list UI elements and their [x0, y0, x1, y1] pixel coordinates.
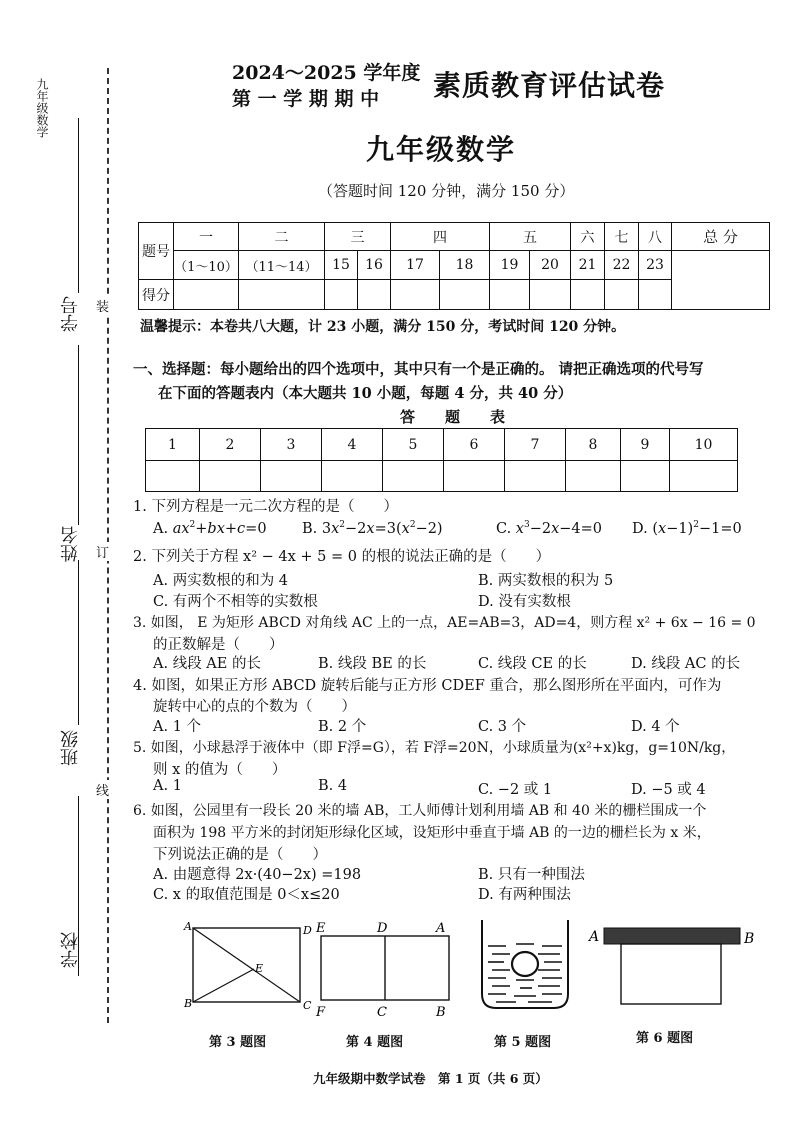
answer-cell[interactable]	[669, 460, 738, 492]
figure-3-rectangle-diagram	[175, 912, 315, 1012]
question-2: 2. 下列关于方程 x² − 4x + 5 = 0 的根的说法正确的是（ ）	[133, 549, 551, 565]
answer-cell[interactable]	[382, 460, 444, 492]
fig4-label-d: D	[377, 921, 388, 936]
score-cell[interactable]	[570, 279, 605, 310]
q6-option-a: A. 由题意得 2x·(40−2x) =198	[153, 867, 362, 883]
subject-title: 九年级数学	[366, 133, 517, 166]
range-cell: 16	[357, 250, 391, 280]
answer-number: 2	[199, 428, 261, 461]
total-score-cell[interactable]	[671, 250, 770, 310]
question-6-line2: 面积为 198 平方米的封闭矩形绿化区域，设矩形中垂直于墙 AB 的一边的栅栏长为 x 米，	[153, 825, 711, 841]
section-header: 八	[638, 222, 672, 251]
answer-cell[interactable]	[504, 460, 566, 492]
q2-option-c: C. 有两个不相等的实数根	[153, 594, 318, 610]
q6-option-b: B. 只有一种围法	[478, 867, 585, 883]
q2-option-a: A. 两实数根的和为 4	[153, 573, 289, 589]
fig4-label-e: E	[316, 921, 326, 936]
range-cell: 15	[324, 250, 358, 280]
figure-4-squares-diagram	[310, 912, 460, 1022]
fig3-label-c: C	[303, 999, 312, 1012]
section-header: 六	[570, 222, 605, 251]
q3-option-c: C. 线段 CE 的长	[478, 656, 587, 672]
fig4-label-c: C	[377, 1005, 387, 1020]
question-1: 1. 下列方程是一元二次方程的是（ ）	[133, 499, 398, 515]
q3-option-a: A. 线段 AE 的长	[153, 656, 261, 672]
section1-instructions-line2: 在下面的答题表内（本大题共 10 小题，每题 4 分，共 40 分）	[158, 385, 573, 402]
section1-instructions-line1: 一、选择题：每小题给出的四个选项中，其中只有一个是正确的。 请把正确选项的代号写	[133, 361, 704, 378]
answer-cell[interactable]	[565, 460, 621, 492]
fig6-label-b: B	[744, 931, 755, 947]
question-6-line3: 下列说法正确的是（ ）	[153, 847, 327, 863]
fig4-label-b: B	[436, 1005, 446, 1020]
range-cell: 18	[439, 250, 490, 280]
question-5-line2: 则 x 的值为（ ）	[153, 762, 287, 778]
section-header: 三	[324, 222, 391, 251]
q2-option-b: B. 两实数根的积为 5	[478, 573, 614, 589]
answer-number: 7	[504, 428, 566, 461]
answer-number: 10	[669, 428, 738, 461]
class-label: 班级	[60, 730, 81, 766]
answer-number: 6	[443, 428, 505, 461]
score-cell[interactable]	[529, 279, 571, 310]
q5-option-b: B. 4	[318, 778, 348, 794]
question-5-line1: 5. 如图，小球悬浮于液体中（即 F浮=G），若 F浮=20N，小球质量为(x²+x)kg，g=10N/kg，	[133, 740, 736, 756]
range-cell: 19	[489, 250, 530, 280]
range-cell: 21	[570, 250, 605, 280]
school-label: 学校	[60, 932, 81, 968]
answer-table-title: 答 题 表	[400, 408, 506, 426]
answer-cell[interactable]	[321, 460, 383, 492]
q5-option-a: A. 1	[153, 778, 182, 794]
question-4-line2: 旋转中心的点的个数为（ ）	[153, 699, 356, 715]
answer-table	[145, 428, 738, 492]
student-no-label: 学号	[60, 296, 81, 332]
term: 第 一 学 期 期 中	[232, 88, 380, 110]
answer-cell[interactable]	[145, 460, 200, 492]
figure-5-beaker-diagram	[476, 916, 576, 1016]
figure-5-caption: 第 5 题图	[494, 1035, 552, 1050]
score-cell[interactable]	[324, 279, 358, 310]
fig3-label-b: B	[184, 997, 193, 1010]
q3-option-d: D. 线段 AC 的长	[631, 656, 741, 672]
section-header: 二	[238, 222, 325, 251]
question-3-line2: 的正数解是（ ）	[153, 637, 284, 653]
figure-4-caption: 第 4 题图	[346, 1035, 404, 1050]
answer-number: 5	[382, 428, 444, 461]
q4-option-a: A. 1 个	[153, 719, 202, 735]
school-year: 2024～2025 学年度	[232, 62, 421, 84]
exam-tip: 温馨提示：本卷共八大题，计 23 小题，满分 150 分，考试时间 120 分钟。	[140, 319, 626, 335]
side-subject-label: 九年级数学	[35, 78, 49, 138]
class-blank[interactable]	[78, 560, 79, 725]
range-cell: 22	[604, 250, 639, 280]
question-4-line1: 4. 如图，如果正方形 ABCD 旋转后能与正方形 CDEF 重合，那么图形所在平面内，可作为	[133, 678, 722, 694]
score-cell[interactable]	[390, 279, 440, 310]
q6-option-d: D. 有两种围法	[478, 887, 571, 903]
answer-number: 4	[321, 428, 383, 461]
figure-6-caption: 第 6 题图	[636, 1031, 694, 1046]
q5-option-c: C. −2 或 1	[478, 782, 553, 798]
section-header: 五	[489, 222, 571, 251]
binding-char-zhuang: 装	[96, 296, 109, 315]
score-cell[interactable]	[489, 279, 530, 310]
fig3-label-e: E	[255, 962, 264, 975]
score-cell[interactable]	[173, 279, 239, 310]
binding-char-xian: 线	[96, 780, 109, 799]
fig4-label-a: A	[436, 921, 446, 936]
q3-option-b: B. 线段 BE 的长	[318, 656, 427, 672]
q4-option-d: D. 4 个	[631, 719, 680, 735]
exam-title: 素质教育评估试卷	[433, 69, 666, 102]
exam-duration: （答题时间 120 分钟，满分 150 分）	[318, 182, 575, 200]
score-table-header-label: 题号	[138, 222, 174, 280]
q1-option-b: B. $3x^2-2x=3(x^2-2)$	[302, 520, 443, 537]
answer-cell[interactable]	[199, 460, 261, 492]
figure-6-wall-diagram	[586, 920, 762, 1012]
wall-shape	[604, 928, 740, 944]
q1-option-d: D. $(x-1)^2-1=0$	[632, 520, 742, 537]
range-cell: 20	[529, 250, 571, 280]
q2-option-d: D. 没有实数根	[478, 594, 571, 610]
section-header: 四	[390, 222, 490, 251]
q4-option-b: B. 2 个	[318, 719, 367, 735]
answer-cell[interactable]	[620, 460, 670, 492]
figure-3-caption: 第 3 题图	[209, 1035, 267, 1050]
answer-number: 1	[145, 428, 200, 461]
range-cell: （1～10）	[173, 250, 239, 280]
answer-number: 9	[620, 428, 670, 461]
q5-option-d: D. −5 或 4	[631, 782, 706, 798]
section-header: 七	[604, 222, 639, 251]
section-header: 一	[173, 222, 239, 251]
page-footer: 九年级期中数学试卷 第 1 页（共 6 页）	[313, 1071, 548, 1086]
range-cell: 23	[638, 250, 672, 280]
fig4-label-f: F	[316, 1005, 326, 1020]
score-table-score-label: 得分	[138, 279, 174, 310]
name-label: 姓名	[60, 526, 81, 562]
score-cell[interactable]	[238, 279, 325, 310]
score-table	[138, 222, 770, 310]
question-6-line1: 6. 如图，公园里有一段长 20 米的墙 AB，工人师傅计划利用墙 AB 和 40 米的栅栏围成一个	[133, 803, 707, 819]
fig3-label-d: D	[303, 924, 312, 937]
q1-option-a: A. $ax^2+bx+c=0$	[153, 520, 267, 537]
score-cell[interactable]	[357, 279, 391, 310]
ball-shape	[512, 952, 538, 976]
fig6-label-a: A	[589, 929, 600, 945]
answer-number: 8	[565, 428, 621, 461]
answer-cell[interactable]	[260, 460, 322, 492]
score-cell[interactable]	[439, 279, 490, 310]
student-no-blank[interactable]	[78, 118, 79, 293]
name-blank[interactable]	[78, 345, 79, 525]
q6-option-c: C. x 的取值范围是 0＜x≤20	[153, 887, 340, 903]
range-cell: （11～14）	[238, 250, 325, 280]
q4-option-c: C. 3 个	[478, 719, 527, 735]
score-cell[interactable]	[604, 279, 639, 310]
fence-rectangle	[621, 944, 721, 1004]
question-3-line1: 3. 如图， E 为矩形 ABCD 对角线 AC 上的一点，AE=AB=3，AD=4，则方程 x² + 6x − 16 = 0	[133, 615, 756, 631]
range-cell: 17	[390, 250, 440, 280]
fig3-label-a: A	[184, 920, 192, 933]
score-cell[interactable]	[638, 279, 672, 310]
answer-cell[interactable]	[443, 460, 505, 492]
total-header: 总 分	[671, 222, 770, 251]
answer-number: 3	[260, 428, 322, 461]
binding-char-ding: 订	[96, 542, 109, 561]
q1-option-c: C. $x^3-2x-4=0$	[496, 520, 603, 537]
